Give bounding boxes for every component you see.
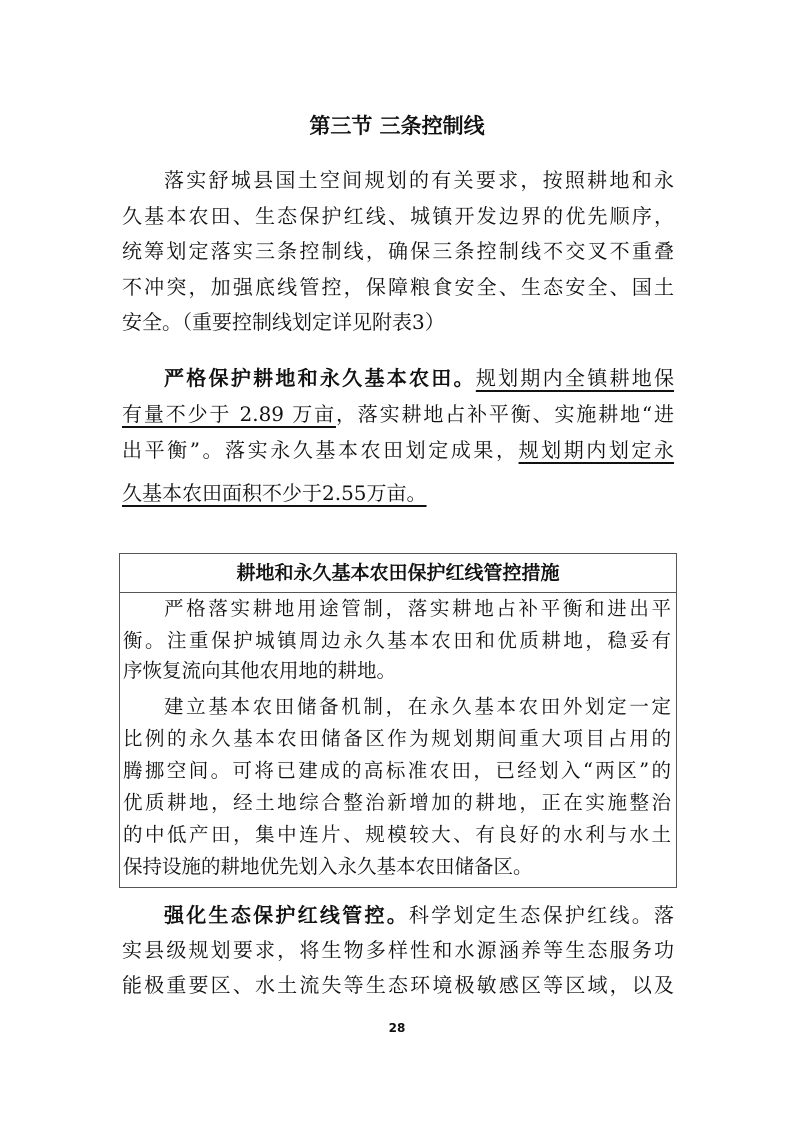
text-line: 能极重要区、水土流失等生态环境极敏感区等区域，以及 [122, 973, 674, 997]
section-title: 第三节 三条控制线 [309, 114, 485, 138]
box-line: 优质耕地，经土地综合整治新增加的耕地，正在实施整治 [123, 791, 671, 814]
text: 科学划定生态保护红线。落 [409, 903, 674, 927]
box-line: 保持设施的耕地优先划入永久基本农田储备区。 [123, 855, 533, 878]
text-line: 落实舒城县国土空间规划的有关要求，按照耕地和永 [164, 168, 674, 192]
text-line: 久基本农田、生态保护红线、城镇开发边界的优先顺序， [122, 204, 674, 228]
text-line: 不冲突，加强底线管控，保障粮食安全、生态安全、国土 [122, 275, 674, 299]
text: 出平衡”。落实永久基本农田划定成果， [122, 438, 519, 462]
text-line [164, 364, 674, 392]
box-line: 衡。注重保护城镇周边永久基本农田和优质耕地，稳妥有 [123, 629, 671, 652]
box-line: 的中低产田，集中连片、规模较大、有良好的水利与水土 [123, 823, 671, 846]
bold-heading: 强化生态保护红线管控。 [164, 903, 409, 927]
box-title: 耕地和永久基本农田保护红线管控措施 [120, 554, 676, 593]
text-line [122, 436, 674, 464]
underlined-text: 久基本农田面积不少于2.55万亩。 [122, 481, 427, 505]
bold-heading: 严格保护耕地和永久基本农田。 [164, 366, 476, 390]
text-line [122, 400, 674, 428]
box-line: 比例的永久基本农田储备区作为规划期间重大项目占用的 [123, 727, 671, 750]
text-line [164, 901, 674, 929]
box-line: 序恢复流向其他农用地的耕地。 [123, 659, 397, 682]
text-line [122, 479, 674, 507]
underlined-text: 有量不少于 2.89 万亩 [122, 402, 336, 426]
box-line: 腾挪空间。可将已建成的高标准农田，已经划入“两区”的 [123, 759, 671, 782]
text: ，落实耕地占补平衡、实施耕地“进 [335, 402, 674, 426]
measures-box [119, 553, 677, 888]
text-line: 安全。（重要控制线划定详见附表3） [122, 310, 445, 334]
box-line: 建立基本农田储备机制，在永久基本农田外划定一定 [164, 695, 671, 718]
page-number: 28 [388, 1021, 406, 1035]
underlined-text: 规划期内划定永 [518, 438, 675, 462]
box-line: 严格落实耕地用途管制，落实耕地占补平衡和进出平 [164, 597, 671, 620]
text-line: 实县级规划要求，将生物多样性和水源涵养等生态服务功 [122, 938, 674, 962]
text-line: 统筹划定落实三条控制线，确保三条控制线不交叉不重叠 [122, 239, 674, 263]
underlined-text: 规划期内全镇耕地保 [475, 366, 675, 390]
